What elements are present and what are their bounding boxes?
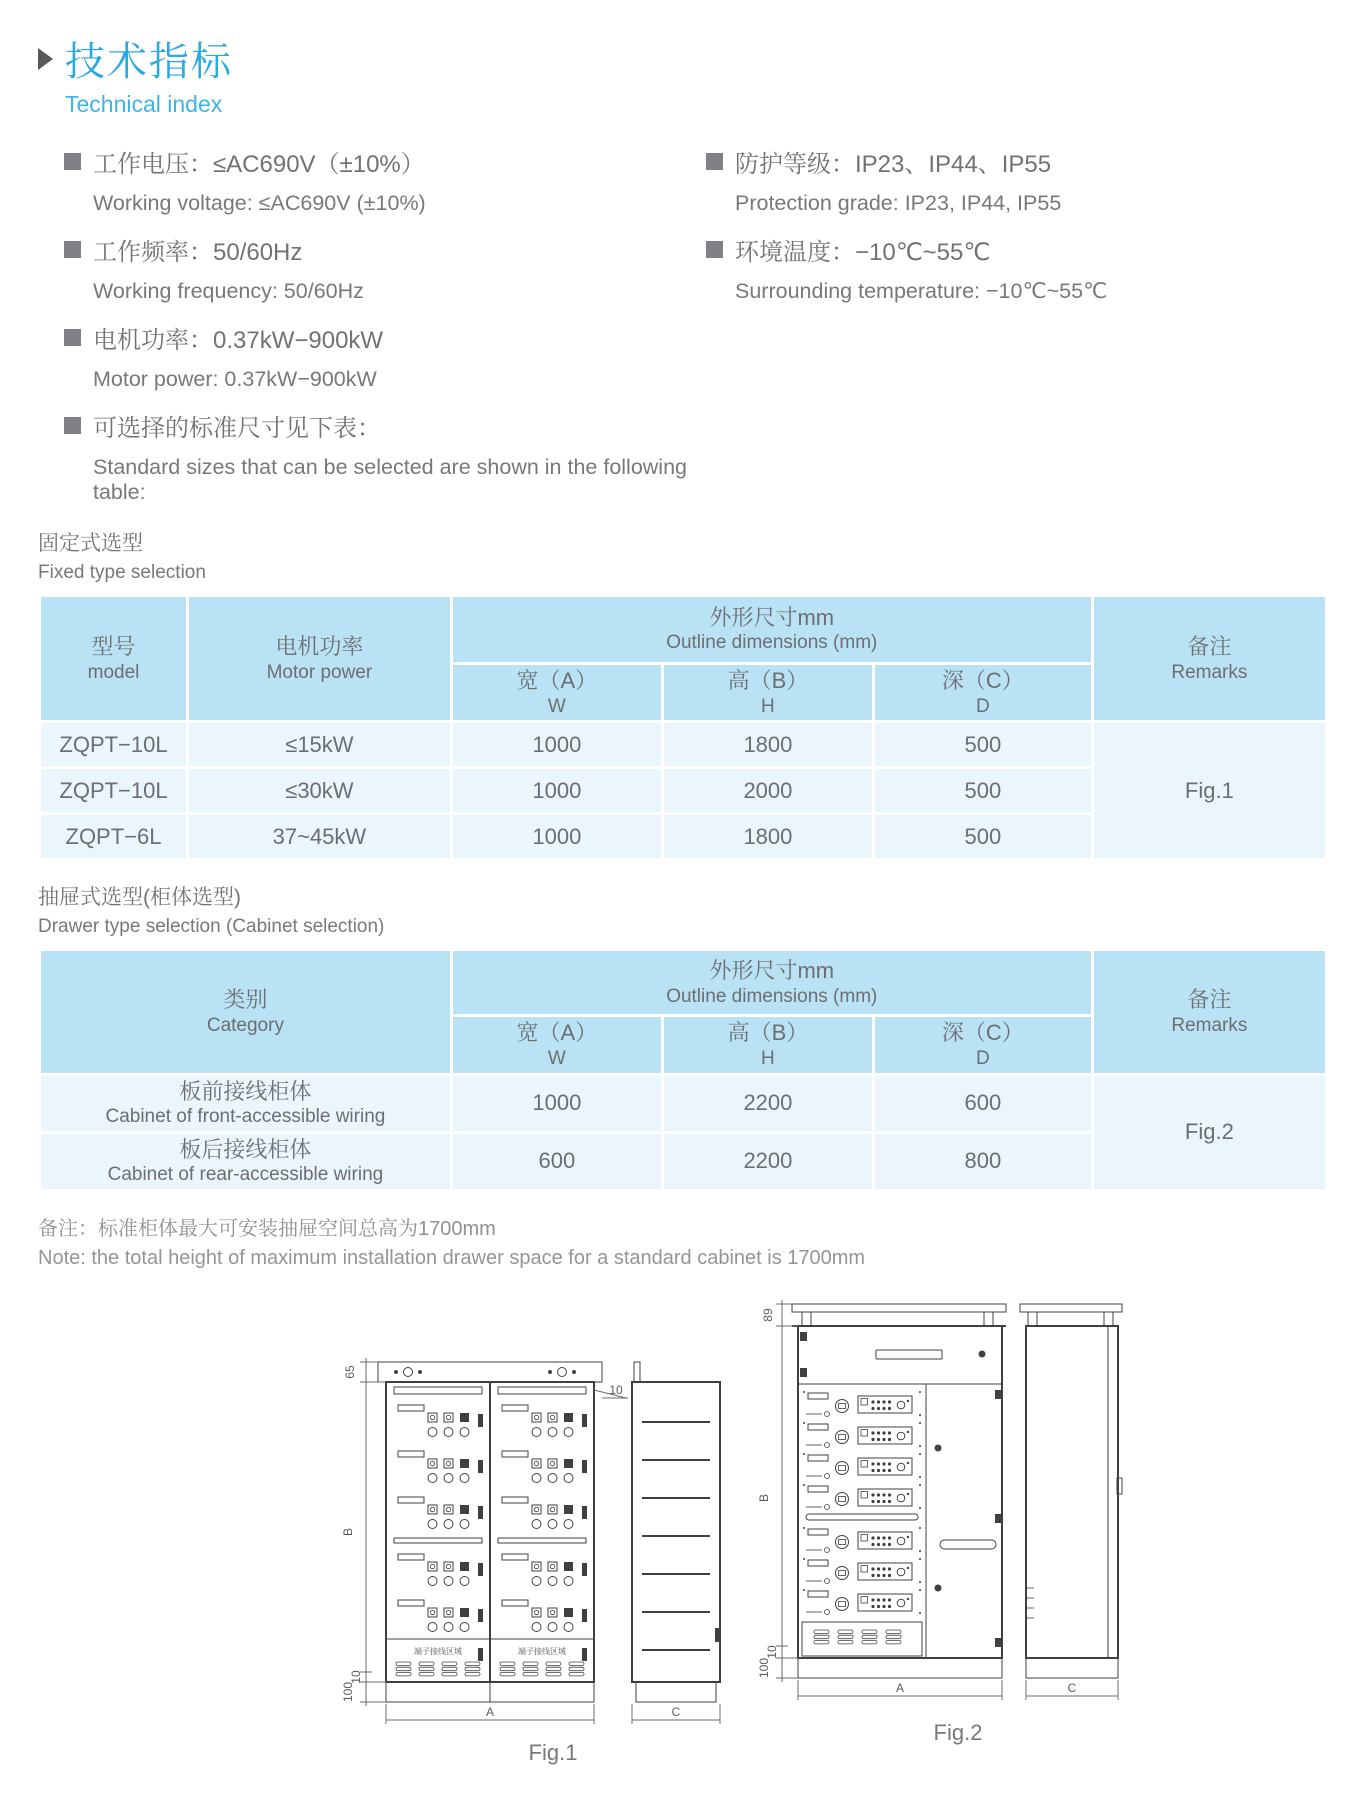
cell-power: ≤15kW <box>188 722 452 768</box>
fig1-dim-a: A <box>485 1705 495 1719</box>
cell-depth: 500 <box>873 722 1092 768</box>
square-bullet-icon <box>64 329 81 346</box>
square-bullet-icon <box>64 241 81 258</box>
cell-height: 2200 <box>662 1074 873 1132</box>
cell-depth: 500 <box>873 814 1092 860</box>
spec-item-working-voltage <box>64 144 706 216</box>
page-title-en: Technical index <box>65 91 223 117</box>
fig1-dim-65: 65 <box>343 1365 357 1379</box>
spec-en-text: Standard sizes that can be selected are shown in the following table: <box>93 455 688 504</box>
category-en: Cabinet of rear-accessible wiring <box>107 1164 384 1186</box>
square-bullet-icon <box>706 153 723 170</box>
cell-depth: 500 <box>873 768 1092 814</box>
spec-list <box>64 144 1327 521</box>
header-height-cn: 高（B） <box>727 1020 809 1046</box>
category-cn: 板前接线柜体 <box>179 1078 312 1104</box>
fig1-dim-b: B <box>341 1527 355 1537</box>
header-remarks-cn: 备注 <box>1187 634 1232 659</box>
fig2-dim-89: 89 <box>761 1308 775 1322</box>
square-bullet-icon <box>64 417 81 434</box>
cell-category <box>40 1074 452 1132</box>
spec-en-text: Motor power: 0.37kW−900kW <box>93 367 377 391</box>
spec-cn-text: 环境温度：−10℃~55℃ <box>735 239 991 266</box>
fig1-terminal-area-label: 端子接线区域 <box>414 1647 462 1656</box>
fig2-dim-c: C <box>1067 1681 1077 1695</box>
cell-remark: Fig.1 <box>1092 722 1326 860</box>
spec-cn-text: 可选择的标准尺寸见下表： <box>93 415 381 442</box>
fig1-caption: Fig.1 <box>528 1740 578 1765</box>
spec-en-text: Working frequency: 50/60Hz <box>93 279 364 303</box>
header-remarks-en: Remarks <box>1171 1014 1248 1036</box>
header-height-cn: 高（B） <box>727 668 809 693</box>
header-width-en: W <box>547 1047 566 1069</box>
drawer-section-title-en: Drawer type selection (Cabinet selection) <box>38 916 385 938</box>
cell-depth: 600 <box>873 1074 1092 1132</box>
fig2-block <box>726 1288 1126 1763</box>
fig1-dim-10-bottom: 10 <box>349 1670 363 1684</box>
header-width-cn: 宽（A） <box>516 668 598 693</box>
header-cell-remarks <box>1092 950 1326 1074</box>
header-dims-cn: 外形尺寸mm <box>709 604 835 630</box>
header-depth-cn: 深（C） <box>941 668 1024 693</box>
cell-width: 600 <box>451 1132 662 1190</box>
section-arrow-icon <box>38 48 53 70</box>
drawer-type-table <box>38 948 1328 1192</box>
header-power-cn: 电机功率 <box>275 634 364 659</box>
header-dims-en: Outline dimensions (mm) <box>666 985 878 1007</box>
fig1-block <box>316 1332 756 1777</box>
header-remarks-cn: 备注 <box>1187 987 1232 1013</box>
fig1-terminal-area-label: 端子接线区域 <box>518 1647 566 1656</box>
header-cell-height <box>662 664 873 722</box>
cell-width: 1000 <box>451 1074 662 1132</box>
header-cell-outline-dimensions <box>451 596 1092 664</box>
header-width-en: W <box>547 695 566 717</box>
fig2-caption: Fig.2 <box>933 1720 983 1745</box>
spec-column-left <box>64 144 706 521</box>
table-row <box>40 1074 1327 1132</box>
spec-cn-text: 工作电压：≤AC690V（±10%） <box>93 151 425 178</box>
header-width-cn: 宽（A） <box>516 1020 598 1046</box>
cell-model: ZQPT−10L <box>40 768 188 814</box>
cell-height: 1800 <box>662 722 873 768</box>
fig1-dim-100: 100 <box>341 1681 355 1703</box>
cell-depth: 800 <box>873 1132 1092 1190</box>
note-cn: 备注：标准柜体最大可安装抽屉空间总高为1700mm <box>38 1218 496 1240</box>
page-header <box>38 30 1327 87</box>
header-category-en: Category <box>206 1014 284 1036</box>
fig1-dim-10-top: 10 <box>609 1383 623 1397</box>
header-cell-category <box>40 950 452 1074</box>
spec-cn-text: 电机功率：0.37kW−900kW <box>93 327 384 354</box>
header-cell-model <box>40 596 188 722</box>
header-height-en: H <box>761 695 775 717</box>
header-category-cn: 类别 <box>223 987 268 1013</box>
figures-area <box>38 1274 1327 1819</box>
cell-model: ZQPT−6L <box>40 814 188 860</box>
header-cell-motor-power <box>188 596 452 722</box>
category-en: Cabinet of front-accessible wiring <box>105 1106 386 1127</box>
square-bullet-icon <box>706 241 723 258</box>
cell-power: 37~45kW <box>188 814 452 860</box>
header-cell-width <box>451 664 662 722</box>
page-title-cn: 技术指标 <box>65 40 233 84</box>
fig2-dim-b: B <box>757 1493 771 1503</box>
cell-width: 1000 <box>451 768 662 814</box>
header-height-en: H <box>761 1047 775 1069</box>
header-depth-cn: 深（C） <box>941 1020 1024 1046</box>
cell-height: 2200 <box>662 1132 873 1190</box>
cell-model: ZQPT−10L <box>40 722 188 768</box>
header-dims-en: Outline dimensions (mm) <box>666 632 878 654</box>
fixed-type-table <box>38 594 1328 861</box>
cell-width: 1000 <box>451 722 662 768</box>
spec-item-surrounding-temperature <box>706 232 1327 304</box>
header-model-cn: 型号 <box>91 634 136 659</box>
spec-item-protection-grade <box>706 144 1327 216</box>
fig2-dim-a: A <box>895 1681 905 1695</box>
drawer-section-title-cn: 抽屉式选型(柜体选型) <box>38 886 241 910</box>
fig2-cabinet-drawing <box>726 1288 1126 1758</box>
header-cell-height <box>662 1016 873 1074</box>
cell-power: ≤30kW <box>188 768 452 814</box>
category-cn: 板后接线柜体 <box>179 1136 312 1162</box>
header-model-en: model <box>87 661 140 683</box>
cell-remark: Fig.2 <box>1092 1074 1326 1191</box>
spec-item-working-frequency <box>64 232 706 304</box>
header-cell-depth <box>873 664 1092 722</box>
square-bullet-icon <box>64 153 81 170</box>
header-depth-en: D <box>975 1047 990 1069</box>
fig1-dim-c: C <box>671 1705 681 1719</box>
header-remarks-en: Remarks <box>1171 661 1248 683</box>
header-cell-width <box>451 1016 662 1074</box>
header-dims-cn: 外形尺寸mm <box>709 958 835 984</box>
fig2-dim-100: 100 <box>757 1657 771 1679</box>
spec-item-standard-sizes <box>64 408 706 505</box>
header-cell-depth <box>873 1016 1092 1074</box>
fixed-section-title-cn: 固定式选型 <box>38 532 143 555</box>
fig1-cabinet-drawing <box>316 1332 756 1772</box>
note-en: Note: the total height of maximum installation drawer space for a standard cabinet is 1700mm <box>38 1247 866 1269</box>
spec-column-right <box>706 144 1327 521</box>
header-cell-remarks <box>1092 596 1326 722</box>
cell-height: 2000 <box>662 768 873 814</box>
cell-height: 1800 <box>662 814 873 860</box>
cell-category <box>40 1132 452 1190</box>
table-row <box>40 722 1327 768</box>
fixed-section-title-en: Fixed type selection <box>38 562 206 583</box>
spec-en-text: Surrounding temperature: −10℃~55℃ <box>735 279 1108 303</box>
header-power-en: Motor power <box>266 661 373 683</box>
spec-cn-text: 工作频率：50/60Hz <box>93 239 303 266</box>
header-cell-outline-dimensions <box>451 950 1092 1016</box>
spec-en-text: Protection grade: IP23, IP44, IP55 <box>735 191 1062 215</box>
fig2-dim-10: 10 <box>765 1645 779 1659</box>
spec-en-text: Working voltage: ≤AC690V (±10%) <box>93 191 426 215</box>
cell-width: 1000 <box>451 814 662 860</box>
spec-cn-text: 防护等级：IP23、IP44、IP55 <box>735 151 1052 178</box>
spec-item-motor-power <box>64 320 706 392</box>
header-depth-en: D <box>975 695 990 717</box>
